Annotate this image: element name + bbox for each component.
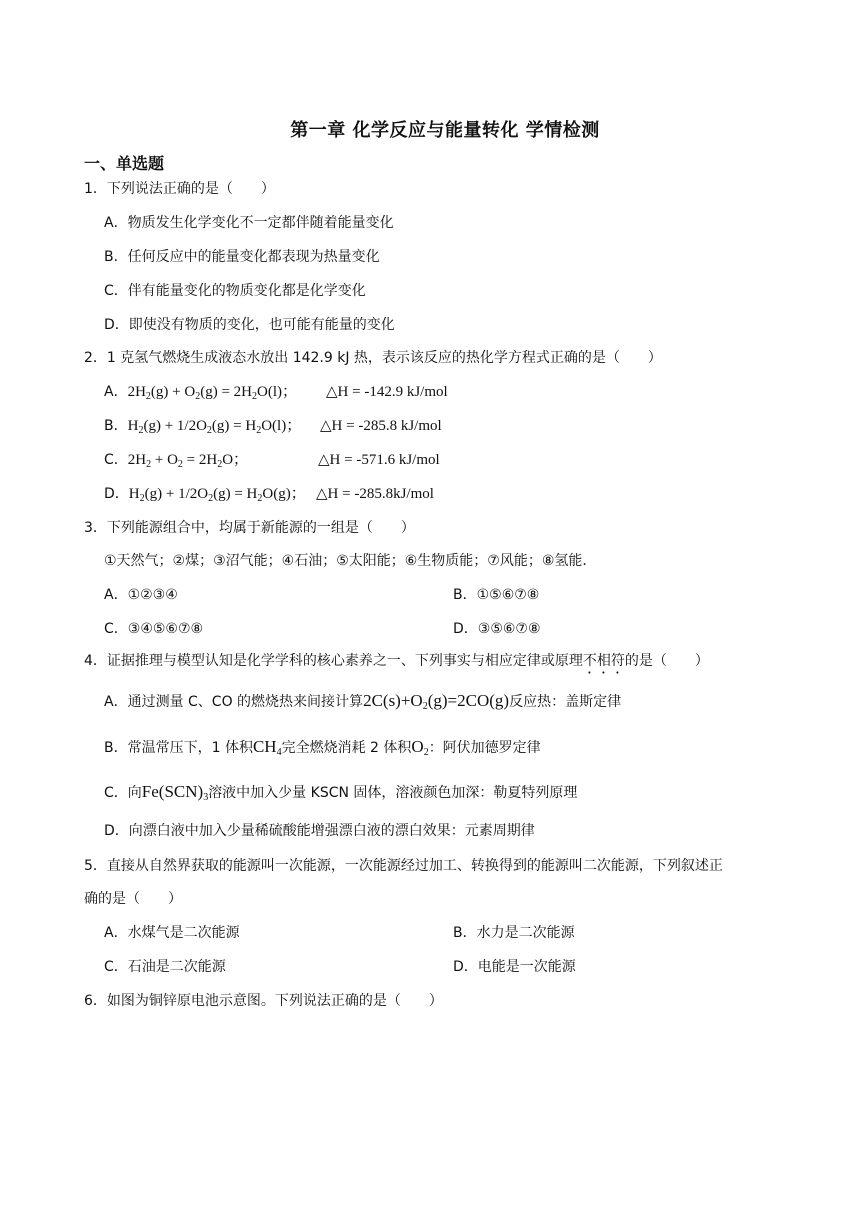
question-5-stem-line-1: 5．直接从自然界获取的能源叫一次能源，一次能源经过加工、转换得到的能源叫二次能源，下列叙述正	[84, 858, 723, 874]
page-title: 第一章 化学反应与能量转化 学情检测	[290, 120, 600, 141]
question-3-option-a: A．①②③④	[104, 587, 178, 603]
reaction-equation: $2C(s)+O_2(g)=2CO(g)$	[363, 691, 510, 712]
question-2-option-a-enthalpy: △H = -142.9 kJ/mol	[326, 384, 448, 400]
emphasized-text: 不相符	[582, 653, 625, 669]
question-2-option-c	[104, 450, 248, 470]
option-label: D．	[104, 486, 129, 502]
question-2-option-a	[104, 382, 297, 402]
question-5-stem-line-2: 确的是（ ）	[84, 891, 182, 907]
question-5-option-a: A．水煤气是二次能源	[104, 925, 240, 941]
question-2-option-c-enthalpy: △H = -571.6 kJ/mol	[318, 452, 440, 468]
question-3-option-c: C．③④⑤⑥⑦⑧	[104, 621, 204, 637]
question-1-option-c: C．伴有能量变化的物质变化都是化学变化	[104, 283, 366, 299]
option-text-end: ：阿伏加德罗定律	[428, 740, 541, 756]
question-6-stem: 6．如图为铜锌原电池示意图。下列说法正确的是（ ）	[84, 993, 443, 1009]
stem-text-end: 的是（ ）	[624, 653, 709, 669]
question-4-option-c	[104, 782, 577, 803]
question-1-stem: 1．下列说法正确的是（ ）	[84, 181, 275, 197]
question-1-option-a: A．物质发生化学变化不一定都伴随着能量变化	[104, 215, 394, 231]
option-text-mid: 完全燃烧消耗 2 体积	[281, 740, 412, 756]
question-5-option-c: C．石油是二次能源	[104, 959, 226, 975]
equation: $H_2(g) + 1/2O_2(g) = H_2O(g)$；	[128, 486, 306, 504]
question-1-option-d: D．即使没有物质的变化，也可能有能量的变化	[104, 317, 395, 333]
equation: $2H_2 + O_2 = 2H_2O$；	[127, 452, 249, 470]
stem-text: 4．证据推理与模型认知是化学学科的核心素养之一、下列事实与相应定律或原理	[84, 653, 583, 669]
question-2-option-b-enthalpy: △H = -285.8 kJ/mol	[320, 418, 442, 434]
question-4-option-b	[104, 737, 541, 758]
formula-methane: $CH_4$	[252, 737, 282, 758]
option-label: C．	[104, 452, 128, 468]
question-1-option-b: B．任何反应中的能量变化都表现为热量变化	[104, 249, 380, 265]
formula-oxygen: $O_2$	[411, 737, 429, 758]
option-text-end: 反应热：盖斯定律	[509, 694, 622, 710]
question-2-option-d	[104, 484, 306, 504]
option-text: B．常温常压下，1 体积	[104, 740, 253, 756]
equation: $2H_2(g) + O_2(g) = 2H_2O(l)$；	[127, 384, 298, 402]
question-4-stem	[84, 651, 709, 677]
question-2-stem: 2．1 克氢气燃烧生成液态水放出 142.9 kJ 热，表示该反应的热化学方程式正确的是（ ）	[84, 350, 662, 366]
question-3-stem: 3．下列能源组合中，均属于新能源的一组是（ ）	[84, 520, 415, 536]
question-2-option-d-enthalpy: △H = -285.8kJ/mol	[316, 486, 434, 502]
question-4-option-d: D．向漂白液中加入少量稀硫酸能增强漂白液的漂白效果：元素周期律	[104, 823, 535, 839]
question-5-option-d: D．电能是一次能源	[453, 959, 576, 975]
option-text: C．向	[104, 785, 142, 801]
option-text-end: 溶液中加入少量 KSCN 固体，溶液颜色加深：勒夏特列原理	[208, 785, 578, 801]
option-label: A．	[104, 384, 128, 400]
question-3-energy-list: ①天然气；②煤；③沼气能；④石油；⑤太阳能；⑥生物质能；⑦风能；⑧氢能．	[104, 553, 597, 569]
option-label: B．	[104, 418, 128, 434]
option-text: A．通过测量 C、CO 的燃烧热来间接计算	[104, 694, 364, 710]
question-5-option-b: B．水力是二次能源	[453, 925, 575, 941]
equation: $H_2(g) + 1/2O_2(g) = H_2O(l)$；	[127, 418, 302, 436]
question-3-option-d: D．③⑤⑥⑦⑧	[453, 621, 541, 637]
question-4-option-a	[104, 691, 621, 712]
question-3-option-b: B．①⑤⑥⑦⑧	[453, 587, 540, 603]
section-heading: 一、单选题	[84, 154, 165, 173]
formula-iron-thiocyanate: $Fe(SCN)_3$	[141, 782, 209, 803]
question-2-option-b	[104, 416, 301, 436]
